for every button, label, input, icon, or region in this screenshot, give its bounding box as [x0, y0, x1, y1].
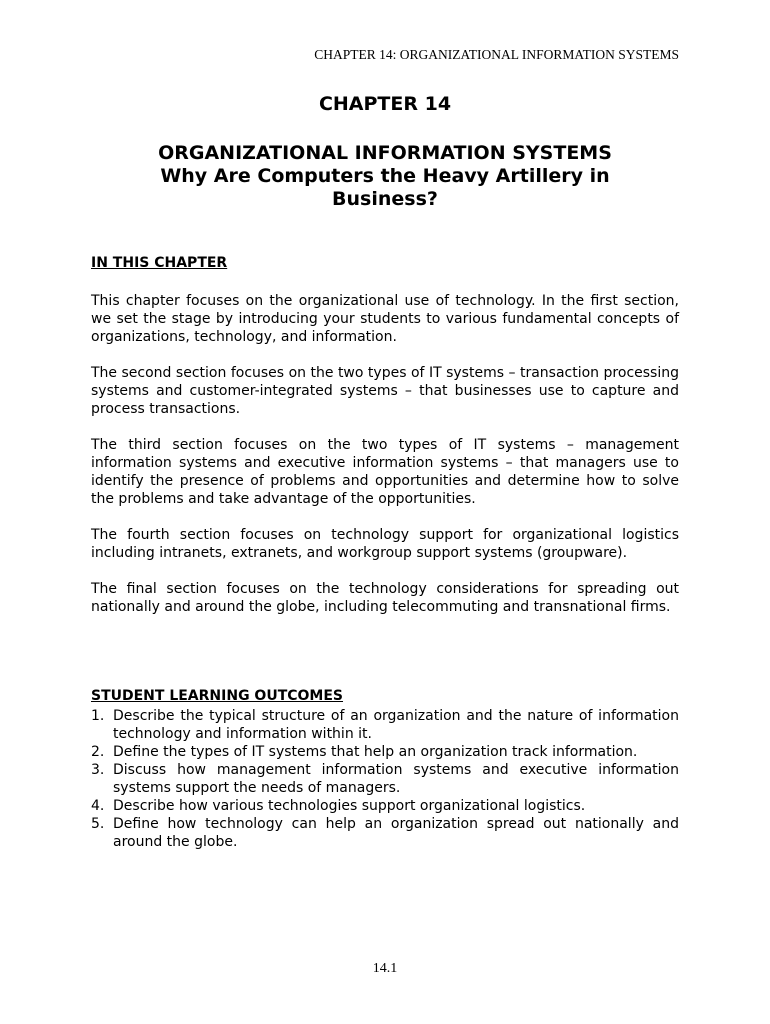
list-item-text: Discuss how management information systems and executive information systems support the needs of managers. [113, 762, 679, 796]
intro-paragraph: The second section focuses on the two types of IT systems – transaction processing systems and customer-integrated systems – that businesses use to capture and process transactions. [91, 365, 679, 417]
list-item [91, 761, 679, 797]
learning-outcomes-list [91, 707, 679, 851]
intro-paragraph: The fourth section focuses on technology support for organizational logistics including intranets, extranets, and workgroup support systems (groupware). [91, 527, 679, 561]
list-item-number: 4. [91, 798, 105, 814]
intro-paragraph: This chapter focuses on the organizational use of technology. In the first section, we set the stage by introducing your students to various fundamental concepts of organizations, technology, and information. [91, 293, 679, 345]
list-item-number: 2. [91, 744, 105, 760]
list-item [91, 797, 679, 815]
intro-body [91, 292, 679, 634]
list-item [91, 815, 679, 851]
chapter-number: CHAPTER 14 [318, 93, 452, 115]
list-item-text: Define how technology can help an organization spread out nationally and around the globe. [113, 816, 679, 850]
list-item-text: Define the types of IT systems that help an organization track information. [113, 744, 638, 760]
list-item [91, 743, 679, 761]
list-item-text: Describe the typical structure of an organization and the nature of information technology and information within it. [113, 708, 679, 742]
chapter-subtitle-line-2: Business? [332, 188, 438, 210]
page-number: 14.1 [372, 961, 398, 976]
list-item-number: 1. [91, 708, 105, 724]
learning-outcomes-heading: STUDENT LEARNING OUTCOMES [91, 688, 344, 704]
list-item-number: 3. [91, 762, 105, 778]
intro-paragraph: The final section focuses on the technology considerations for spreading out nationally and around the globe, including telecommuting and transnational firms. [91, 581, 679, 615]
chapter-title: ORGANIZATIONAL INFORMATION SYSTEMS [158, 142, 612, 164]
title-block [120, 142, 650, 211]
intro-paragraph: The third section focuses on the two types of IT systems – management information systems and executive information systems – that managers use to identify the presence of problems and opportunities and determine how to solve the problems and take advantage of the opportunities. [91, 437, 679, 507]
running-header: CHAPTER 14: ORGANIZATIONAL INFORMATION SYSTEMS [314, 47, 679, 62]
chapter-subtitle-line-1: Why Are Computers the Heavy Artillery in [160, 165, 610, 187]
list-item-number: 5. [91, 816, 105, 832]
list-item [91, 707, 679, 743]
in-this-chapter-heading: IN THIS CHAPTER [91, 255, 228, 271]
list-item-text: Describe how various technologies support organizational logistics. [113, 798, 586, 814]
